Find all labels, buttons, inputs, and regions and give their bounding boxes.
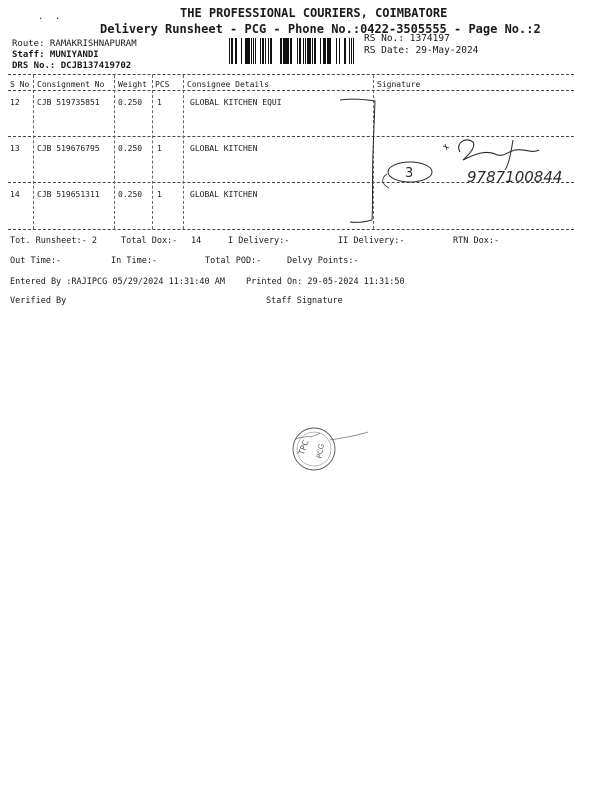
cell-pcs: 1: [157, 98, 162, 107]
header-dots: . .: [38, 12, 64, 22]
company-name: THE PROFESSIONAL COURIERS, COIMBATORE: [180, 6, 448, 20]
col-header-consignment: Consignment No: [37, 80, 105, 89]
cell-consignee: GLOBAL KITCHEN: [190, 144, 258, 153]
runsheet-title: Delivery Runsheet - PCG - Phone No.:0422-3505555 - Page No.:2: [100, 22, 541, 36]
route-label: Route: RAMAKRISHNAPURAM: [12, 39, 137, 49]
total-dox-value: 14: [191, 236, 202, 246]
ii-delivery-label: II Delivery:-: [338, 236, 405, 246]
barcode-image: [229, 38, 356, 64]
rs-date: RS Date: 29-May-2024: [364, 45, 479, 56]
handwritten-phone: 9787100844: [467, 168, 563, 186]
table-header-rule: [8, 90, 574, 91]
col-header-pcs: PCS: [155, 80, 170, 89]
total-pod-label: Total POD:-: [205, 256, 262, 266]
cell-consignee: GLOBAL KITCHEN EQUI: [190, 98, 282, 107]
cell-consignment: CJB 519651311: [37, 190, 100, 199]
total-dox-label: Total Dox:-: [121, 236, 178, 246]
column-separator: [152, 75, 153, 229]
out-time-label: Out Time:-: [10, 256, 62, 266]
circled-count: 3: [405, 166, 414, 181]
svg-text:PCG: PCG: [315, 443, 326, 459]
column-separator: [114, 75, 115, 229]
table-top-rule: [8, 74, 574, 75]
cell-consignment: CJB 519735851: [37, 98, 100, 107]
cell-weight: 0.250: [118, 98, 143, 107]
cell-consignee: GLOBAL KITCHEN: [190, 190, 258, 199]
cell-sno: 12: [10, 98, 20, 107]
handwritten-signature: [335, 92, 575, 232]
total-runsheet: Tot. Runsheet:- 2: [10, 236, 97, 246]
in-time-label: In Time:-: [111, 256, 158, 266]
rs-number: RS No.: 1374197: [364, 33, 450, 44]
stamp-stroke: [330, 430, 370, 444]
column-separator: [33, 75, 34, 229]
col-header-weight: Weight: [118, 80, 147, 89]
cell-pcs: 1: [157, 190, 162, 199]
drs-number: DRS No.: DCJB137419702: [12, 61, 132, 71]
cell-sno: 13: [10, 144, 20, 153]
svg-text:TPC: TPC: [296, 438, 311, 457]
entered-by: Entered By :RAJIPCG 05/29/2024 11:31:40 AM: [10, 277, 225, 287]
delvy-points-label: Delvy Points:-: [287, 256, 359, 266]
cell-consignment: CJB 519676795: [37, 144, 100, 153]
cell-weight: 0.250: [118, 144, 143, 153]
col-header-sno: S No: [10, 80, 30, 89]
col-header-signature: Signature: [377, 80, 421, 89]
printed-on: Printed On: 29-05-2024 11:31:50: [246, 277, 405, 287]
rtn-dox-label: RTN Dox:-: [453, 236, 500, 246]
cell-pcs: 1: [157, 144, 162, 153]
staff-signature-label: Staff Signature: [266, 296, 343, 306]
column-separator: [183, 75, 184, 229]
cell-sno: 14: [10, 190, 20, 199]
verified-by-label: Verified By: [10, 296, 67, 306]
i-delivery-label: I Delivery:-: [228, 236, 290, 246]
col-header-consignee: Consignee Details: [187, 80, 269, 89]
staff-label: Staff: MUNIYANDI: [12, 50, 99, 60]
cell-weight: 0.250: [118, 190, 143, 199]
